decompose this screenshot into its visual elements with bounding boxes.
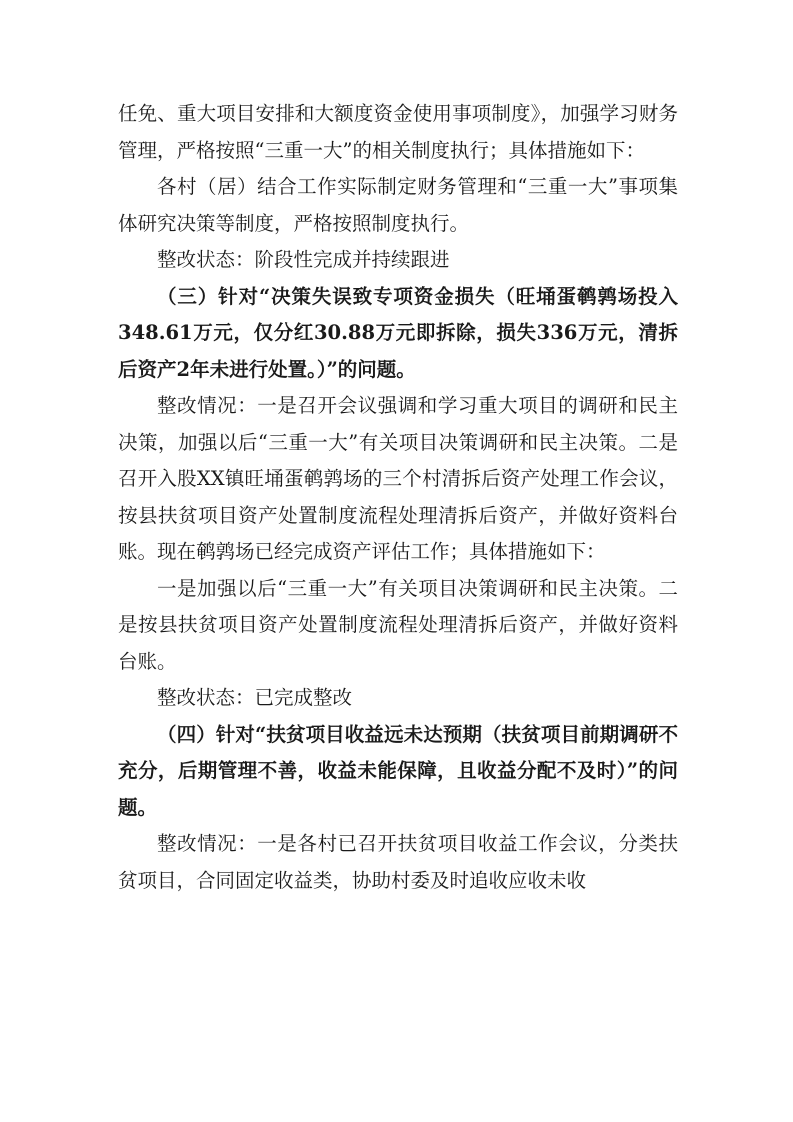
paragraph-1: 任免、重大项目安排和大额度资金使用事项制度》，加强学习财务管理，严格按照“三重一大”的相关制度执行；具体措施如下： — [118, 102, 678, 162]
paragraph-measures-3: 一是加强以后“三重一大”有关项目决策调研和民主决策。二是按县扶贫项目资产处置制度流程处理清拆后资产，并做好资料台账。 — [118, 576, 678, 673]
document-page — [118, 96, 678, 899]
status-line-1: 整改状态：阶段性完成并持续跟进 — [157, 248, 450, 271]
paragraph-rectification-4: 整改情况：一是各村已召开扶贫项目收益工作会议，分类扶贫项目，合同固定收益类，协助村委及时追收应收未收 — [118, 832, 678, 892]
status-line-3: 整改状态：已完成整改 — [157, 686, 353, 709]
paragraph-rectification-3: 整改情况：一是召开会议强调和学习重大项目的调研和民主决策，加强以后“三重一大”有关项目决策调研和民主决策。二是召开入股XX镇旺埇蛋鹌鹑场的三个村清拆后资产处理工作会议，按县扶贫项目资产处置制度流程处理清拆后资产，并做好资料台账。现在鹌鹑场已经完成资产评估工作；具体措施如下： — [118, 394, 678, 563]
section-heading-3: （三）针对“决策失误致专项资金损失（旺埇蛋鹌鹑场投入348.61万元，仅分红30.88万元即拆除，损失336万元，清拆后资产2年未进行处置。）”的问题。 — [118, 284, 678, 381]
section-heading-4: （四）针对“扶贫项目收益远未达预期（扶贫项目前期调研不充分，后期管理不善，收益未能保障，且收益分配不及时）”的问题。 — [118, 722, 678, 819]
paragraph-2: 各村（居）结合工作实际制定财务管理和“三重一大”事项集体研究决策等制度，严格按照制度执行。 — [118, 175, 678, 235]
